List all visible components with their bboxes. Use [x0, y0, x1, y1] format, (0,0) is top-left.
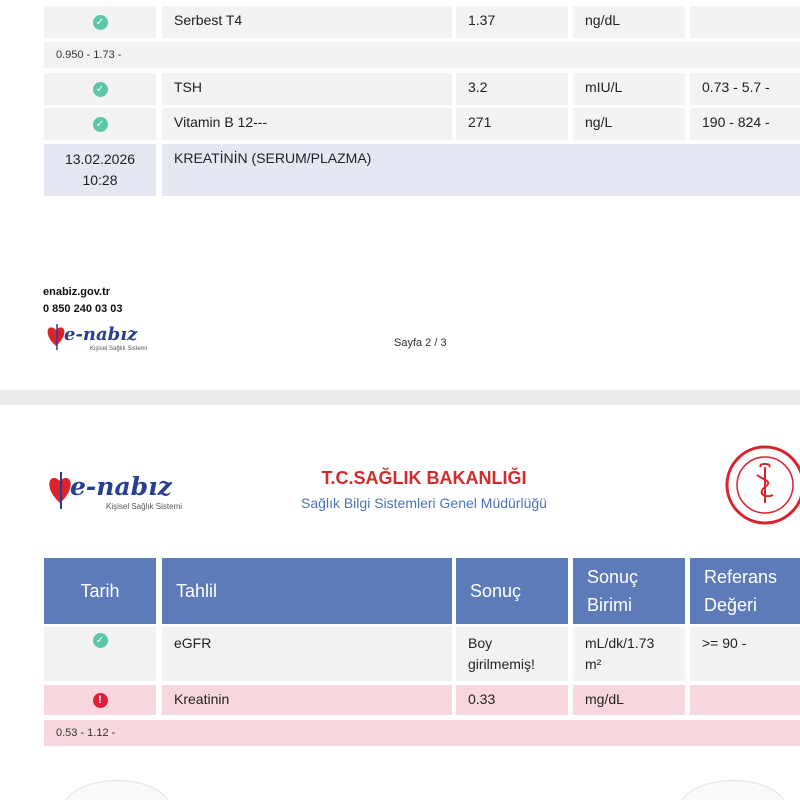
logo-tagline-text: Kişisel Sağlık Sistemi [106, 502, 183, 511]
result-cell: 1.37 [456, 6, 568, 38]
reference-range-row: 0.950 - 1.73 - [44, 42, 800, 68]
reference-cell [690, 6, 800, 38]
unit-line1: mL/dk/1.73 [585, 635, 655, 651]
unit-cell: ng/L [573, 108, 685, 140]
report-page-current [0, 405, 800, 800]
result-line1: Boy [468, 635, 493, 651]
reference-range-row: 0.53 - 1.12 - [44, 720, 800, 746]
unit-cell: mg/dL [573, 685, 685, 715]
result-cell: 271 [456, 108, 568, 140]
reference-cell: >= 90 - [690, 627, 800, 681]
result-cell [456, 627, 568, 681]
date-text: 13.02.2026 [64, 151, 136, 167]
ministry-subtitle: Sağlık Bilgi Sistemleri Genel Müdürlüğü [301, 495, 547, 511]
status-cell [44, 6, 156, 38]
reference-cell: 0.73 - 5.7 - [690, 73, 800, 105]
table-row-egfr [44, 627, 800, 681]
check-circle-icon: ✓ [93, 15, 108, 30]
reference-cell: 190 - 824 - [690, 108, 800, 140]
header-test: Tahlil [162, 558, 452, 624]
ministry-title: T.C.SAĞLIK BAKANLIĞI [321, 468, 527, 488]
status-cell [44, 108, 156, 140]
check-circle-icon: ✓ [93, 82, 108, 97]
group-title-cell: KREATİNİN (SERUM/PLAZMA) [162, 144, 800, 196]
test-name-cell: eGFR [162, 627, 452, 681]
unit-cell: ng/dL [573, 6, 685, 38]
header-unit-line1: Sonuç [587, 567, 639, 587]
alert-circle-icon: ! [93, 693, 108, 708]
table-row-serbest-t4 [44, 6, 800, 38]
header-unit-line2: Birimi [587, 595, 632, 615]
unit-cell [573, 627, 685, 681]
page-number: Sayfa 2 / 3 [394, 337, 447, 349]
unit-line2: m² [585, 656, 602, 672]
enabiz-logo-small [46, 320, 176, 354]
result-cell: 0.33 [456, 685, 568, 715]
results-table-header [44, 558, 800, 624]
check-circle-icon: ✓ [93, 117, 108, 132]
result-line2: girilmemiş! [468, 656, 535, 672]
scroll-nav-button-right[interactable] [678, 780, 788, 800]
test-name-cell: Serbest T4 [162, 6, 452, 38]
header-ref-line1: Referans [704, 567, 778, 587]
header-date: Tarih [44, 558, 156, 624]
table-row-kreatinin [44, 685, 800, 715]
report-page-previous [0, 0, 800, 390]
header-ref-line2: Değeri [704, 595, 758, 615]
table-row-vitamin-b12 [44, 108, 800, 140]
footer-website: enabiz.gov.tr [43, 286, 111, 298]
logo-tagline-text: Kişisel Sağlık Sistemi [90, 346, 148, 352]
header-result: Sonuç [456, 558, 568, 624]
ministry-seal-icon [725, 445, 800, 525]
test-name-cell: Kreatinin [162, 685, 452, 715]
reference-cell [690, 685, 800, 715]
unit-cell: mIU/L [573, 73, 685, 105]
logo-brand-text: e-nabız [70, 472, 172, 501]
test-name-cell: Vitamin B 12--- [162, 108, 452, 140]
status-cell [44, 627, 156, 681]
result-cell: 3.2 [456, 73, 568, 105]
check-circle-icon: ✓ [93, 633, 108, 648]
table-row-tsh [44, 73, 800, 105]
scroll-nav-button-left[interactable] [62, 780, 172, 800]
time-text: 10:28 [82, 172, 118, 188]
header-unit [573, 558, 685, 624]
status-cell [44, 73, 156, 105]
date-cell [44, 144, 156, 196]
footer-phone: 0 850 240 03 03 [43, 303, 123, 315]
table-group-row-kreatinin [44, 144, 800, 196]
logo-brand-text: e-nabız [64, 324, 138, 345]
status-cell [44, 685, 156, 715]
header-reference [690, 558, 800, 624]
test-name-cell: TSH [162, 73, 452, 105]
